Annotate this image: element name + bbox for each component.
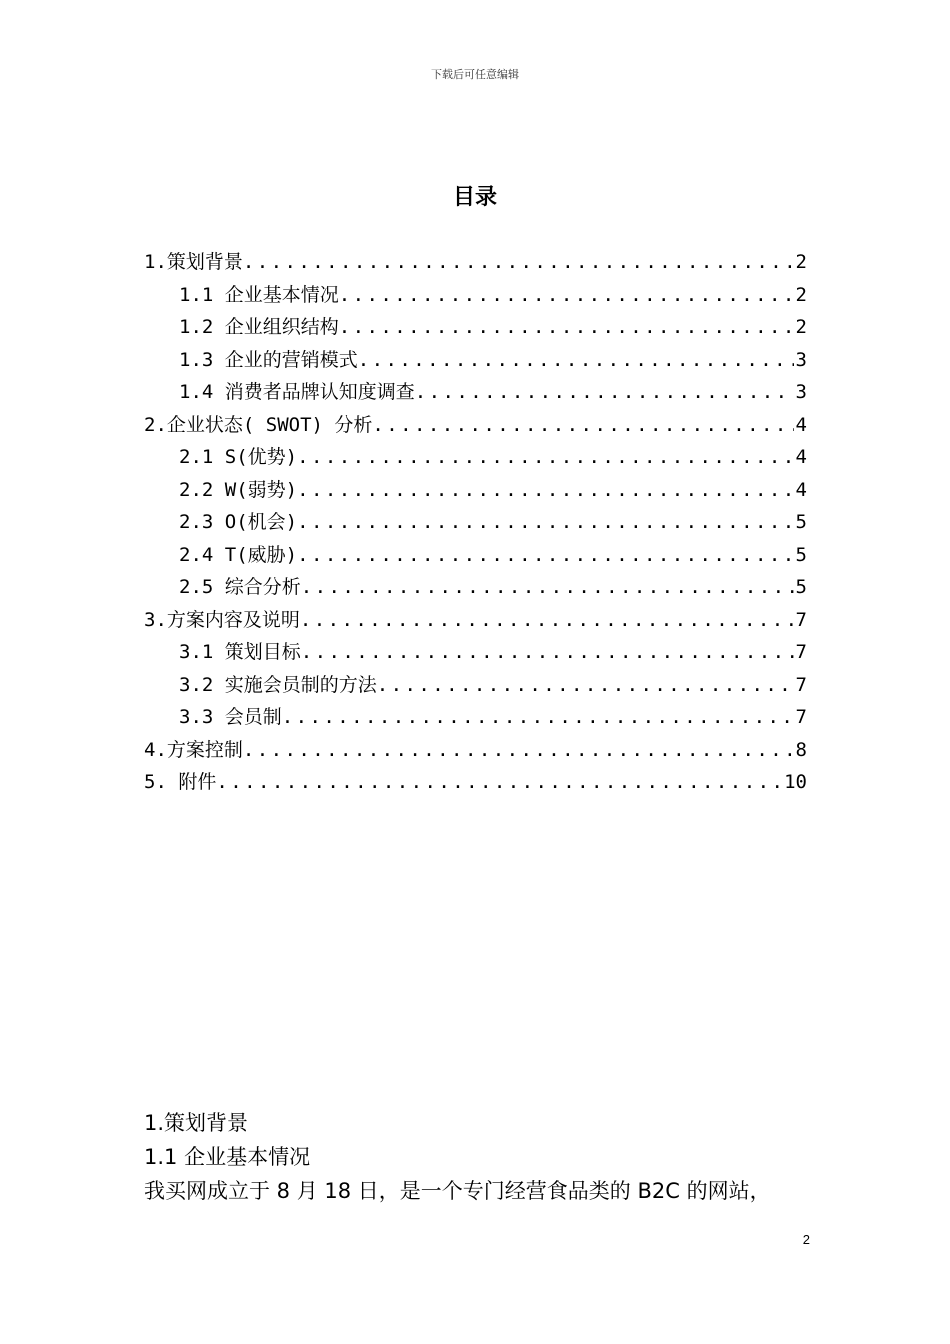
toc-leader-dots [358,344,794,377]
toc-entry-label: 5. 附件 [144,771,217,793]
toc-entry[interactable] [144,539,807,572]
toc-entry-page: 3 [795,381,807,403]
toc-entry[interactable] [144,344,807,377]
toc-entry-page: 4 [795,413,807,436]
toc-title: 目录 [452,185,497,210]
toc-entry[interactable] [144,441,807,474]
toc-entry-label: 2.企业状态( SWOT) 分析 [144,413,373,436]
toc-leader-dots [300,604,794,637]
toc-entry-label: 2.5 综合分析 [179,576,301,598]
toc-entry[interactable] [144,311,807,344]
toc-leader-dots [339,279,794,312]
toc-leader-dots [377,669,794,702]
toc-entry-page: 3 [795,348,807,371]
toc-entry-page: 10 [784,771,807,793]
toc-entry-page: 4 [795,478,807,501]
toc-entry-label: 2.3 O(机会) [179,511,298,533]
toc-entry[interactable] [144,474,807,507]
section-heading: 1.策划背景 [144,1111,249,1135]
toc-entry-page: 2 [795,283,807,306]
toc-entry[interactable] [144,506,807,539]
toc-entry-label: 1.4 消费者品牌认知度调查 [179,381,415,403]
toc-entry-label: 3.1 策划目标 [179,641,301,663]
toc-leader-dots [243,734,794,767]
toc-entry-page: 2 [795,316,807,338]
toc-entry[interactable] [144,636,807,669]
toc-entry-page: 7 [795,641,807,663]
header-note: 下载后可任意编辑 [431,68,519,81]
toc-entry[interactable] [144,571,807,604]
toc-entry-label: 2.1 S(优势) [179,446,298,468]
toc-entry-page: 7 [795,608,807,631]
toc-leader-dots [301,636,794,669]
toc-entry-label: 3.3 会员制 [179,706,282,728]
toc-entry-label: 3.2 实施会员制的方法 [179,673,377,696]
subsection-heading: 1.1 企业基本情况 [144,1145,311,1169]
page-number: 2 [802,1232,810,1247]
toc-leader-dots [297,441,793,474]
toc-leader-dots [297,506,793,539]
toc-leader-dots [216,766,782,799]
toc-entry-page: 5 [795,511,807,533]
toc-entry[interactable] [144,701,807,734]
toc-entry-label: 1.3 企业的营销模式 [179,348,358,371]
toc-entry-page: 8 [795,738,807,761]
toc-leader-dots [282,701,794,734]
toc-entry-page: 7 [795,706,807,728]
toc-entry-page: 4 [795,446,807,468]
paragraph: 我买网成立于 8 月 18 日，是一个专门经营食品类的 B2C 的网站， [144,1179,771,1203]
toc-entry[interactable] [144,246,807,279]
toc-entry-page: 5 [795,576,807,598]
toc-entry[interactable] [144,604,807,637]
toc-leader-dots [415,376,794,409]
toc-entry-label: 1.2 企业组织结构 [179,316,339,338]
toc-entry[interactable] [144,669,807,702]
toc-leader-dots [339,311,794,344]
toc-entry[interactable] [144,766,807,799]
toc-entry-label: 3.方案内容及说明 [144,608,300,631]
toc-leader-dots [297,474,793,507]
toc-entry-page: 7 [795,673,807,696]
toc-entry[interactable] [144,376,807,409]
body-text [144,1106,824,1208]
toc-entry[interactable] [144,279,807,312]
toc-leader-dots [301,571,794,604]
toc-entry-label: 1.策划背景 [144,251,243,273]
toc-leader-dots [297,539,793,572]
toc-leader-dots [243,246,794,279]
table-of-contents [144,246,807,799]
toc-leader-dots [372,409,793,442]
toc-entry[interactable] [144,734,807,767]
toc-entry-label: 1.1 企业基本情况 [179,283,339,306]
toc-entry-label: 4.方案控制 [144,738,243,761]
toc-entry-label: 2.4 T(威胁) [179,543,298,566]
toc-entry-page: 2 [795,251,807,273]
toc-entry-page: 5 [795,543,807,566]
toc-entry-label: 2.2 W(弱势) [179,478,298,501]
toc-entry[interactable] [144,409,807,442]
